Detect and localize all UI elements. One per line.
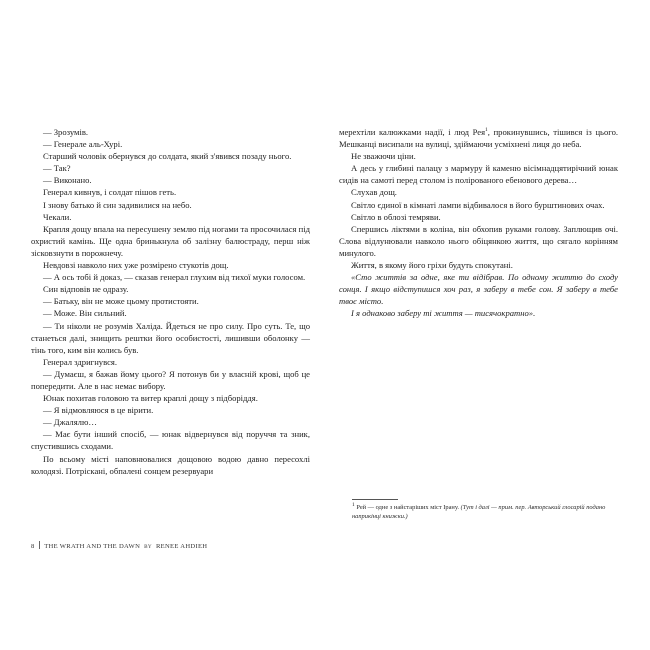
left-paragraph: Крапля дощу впала на пересушену землю під ногами та просочилася під охристий камінь. Ще одна бринькнула об залізну балюстраду, перш ніж зісковзнути в порожнечу.	[31, 223, 310, 258]
left-text-column	[31, 126, 310, 477]
left-paragraph: — Може. Він сильний.	[43, 308, 127, 319]
right-paragraph: Світло єдиної в кімнаті лампи відбивалося в його бурштинових очах.	[351, 199, 605, 210]
left-paragraph: — Має бути інший спосіб, — юнак відвернувся від поруччя та зник, спустившись сходами.	[31, 429, 310, 452]
right-paragraph: Життя, в якому його гріхи будуть спокутані.	[351, 260, 513, 271]
book-title: THE WRATH AND THE DAWN	[44, 543, 141, 550]
footnote-marker: 1	[485, 127, 488, 134]
right-paragraph: «Сто життів за одне, яке ти відібрав. По одному життю до сходу сонця. І якщо відступишся хоч раз, я заберу в тебе сон. Я заберу в тебе твоє місто.	[339, 272, 618, 307]
folio-divider	[39, 541, 40, 549]
left-paragraph: — Так?	[43, 163, 71, 174]
left-paragraph: — А ось тобі й доказ, — сказав генерал глухим від тихої муки голосом.	[43, 272, 306, 283]
right-text-column	[339, 126, 618, 320]
folio-by: BY	[144, 544, 152, 550]
left-paragraph: — Ти ніколи не розумів Халіда. Йдеться не про силу. Про суть. Те, що станеться далі, знищить рештки його особистості, лишивши оболонку — тінь того, ким він колись був.	[31, 320, 310, 355]
right-paragraph: А десь у глибині палацу з мармуру й каменю вісімнадцятирічний юнак сидів на самоті перед столом із полірованого ебенового дерева…	[339, 163, 618, 186]
left-paragraph: Юнак похитав головою та витер краплі дощу з підборіддя.	[43, 393, 258, 404]
right-paragraph: Світло в облозі темряви.	[351, 211, 441, 222]
left-paragraph: — Виконано.	[43, 175, 92, 186]
left-paragraph: — Думаєш, я бажав йому цього? Я потонув би у власній крові, щоб це попередити. Але в нас немає вибору.	[31, 368, 310, 391]
left-paragraph: По всьому місті наповнювалися дощовою водою давно пересохлі колодязі. Потріскані, обпалені сонцем резервуари	[31, 453, 310, 476]
left-paragraph: — Зрозумів.	[43, 127, 89, 137]
page-number: 8	[31, 543, 35, 550]
book-author: RENEE AHDIEH	[155, 543, 208, 550]
right-paragraph: Слухав дощ.	[351, 187, 397, 198]
book-page-spread	[0, 118, 650, 568]
left-paragraph: — Батьку, він не може цьому протистояти.	[43, 296, 199, 307]
right-paragraph: І я однаково заберу ті життя — тисячократно».	[351, 308, 536, 319]
left-paragraph: І знову батько й син задивилися на небо.	[43, 199, 192, 210]
left-paragraph: Син відповів не одразу.	[43, 284, 129, 295]
left-paragraph: — Я відмовляюся в це вірити.	[43, 405, 154, 416]
left-paragraph: — Джалялю…	[43, 417, 97, 428]
left-paragraph: — Генерале аль-Хурі.	[43, 139, 123, 150]
footnote: $^1$ Рей — одне з найстаріших міст Ірану. (Тут і далі — прим. пер. Авторський глосарій подано наприкінці книжки.)	[352, 501, 606, 520]
right-first-paragraph: мерехтіли калюжками надії, і люд Рея$^1$, прокинувшись, тішився із цього. Мешканці висипали на вулиці, здіймаючи усміхнені лиця до неба.	[339, 127, 619, 150]
left-paragraph: Старший чоловік обернувся до солдата, який з'явився позаду нього.	[43, 151, 292, 162]
left-paragraph: Невдовзі навколо них уже розмірено стукотів дощ.	[43, 260, 229, 271]
left-paragraph: Генерал здригнувся.	[43, 356, 118, 367]
footnote-rule	[352, 499, 398, 500]
left-paragraph: Генерал кивнув, і солдат пішов геть.	[43, 187, 177, 198]
left-paragraph: Чекали.	[43, 211, 72, 222]
right-paragraph: Спершись ліктями в коліна, він обхопив руками голову. Заплющив очі. Слова відлунювали навколо нього обіцянкою життя, що сягало корінням минулого.	[339, 223, 618, 258]
right-paragraph: Не зважючи ціни.	[351, 151, 416, 162]
page-folio	[31, 541, 207, 550]
